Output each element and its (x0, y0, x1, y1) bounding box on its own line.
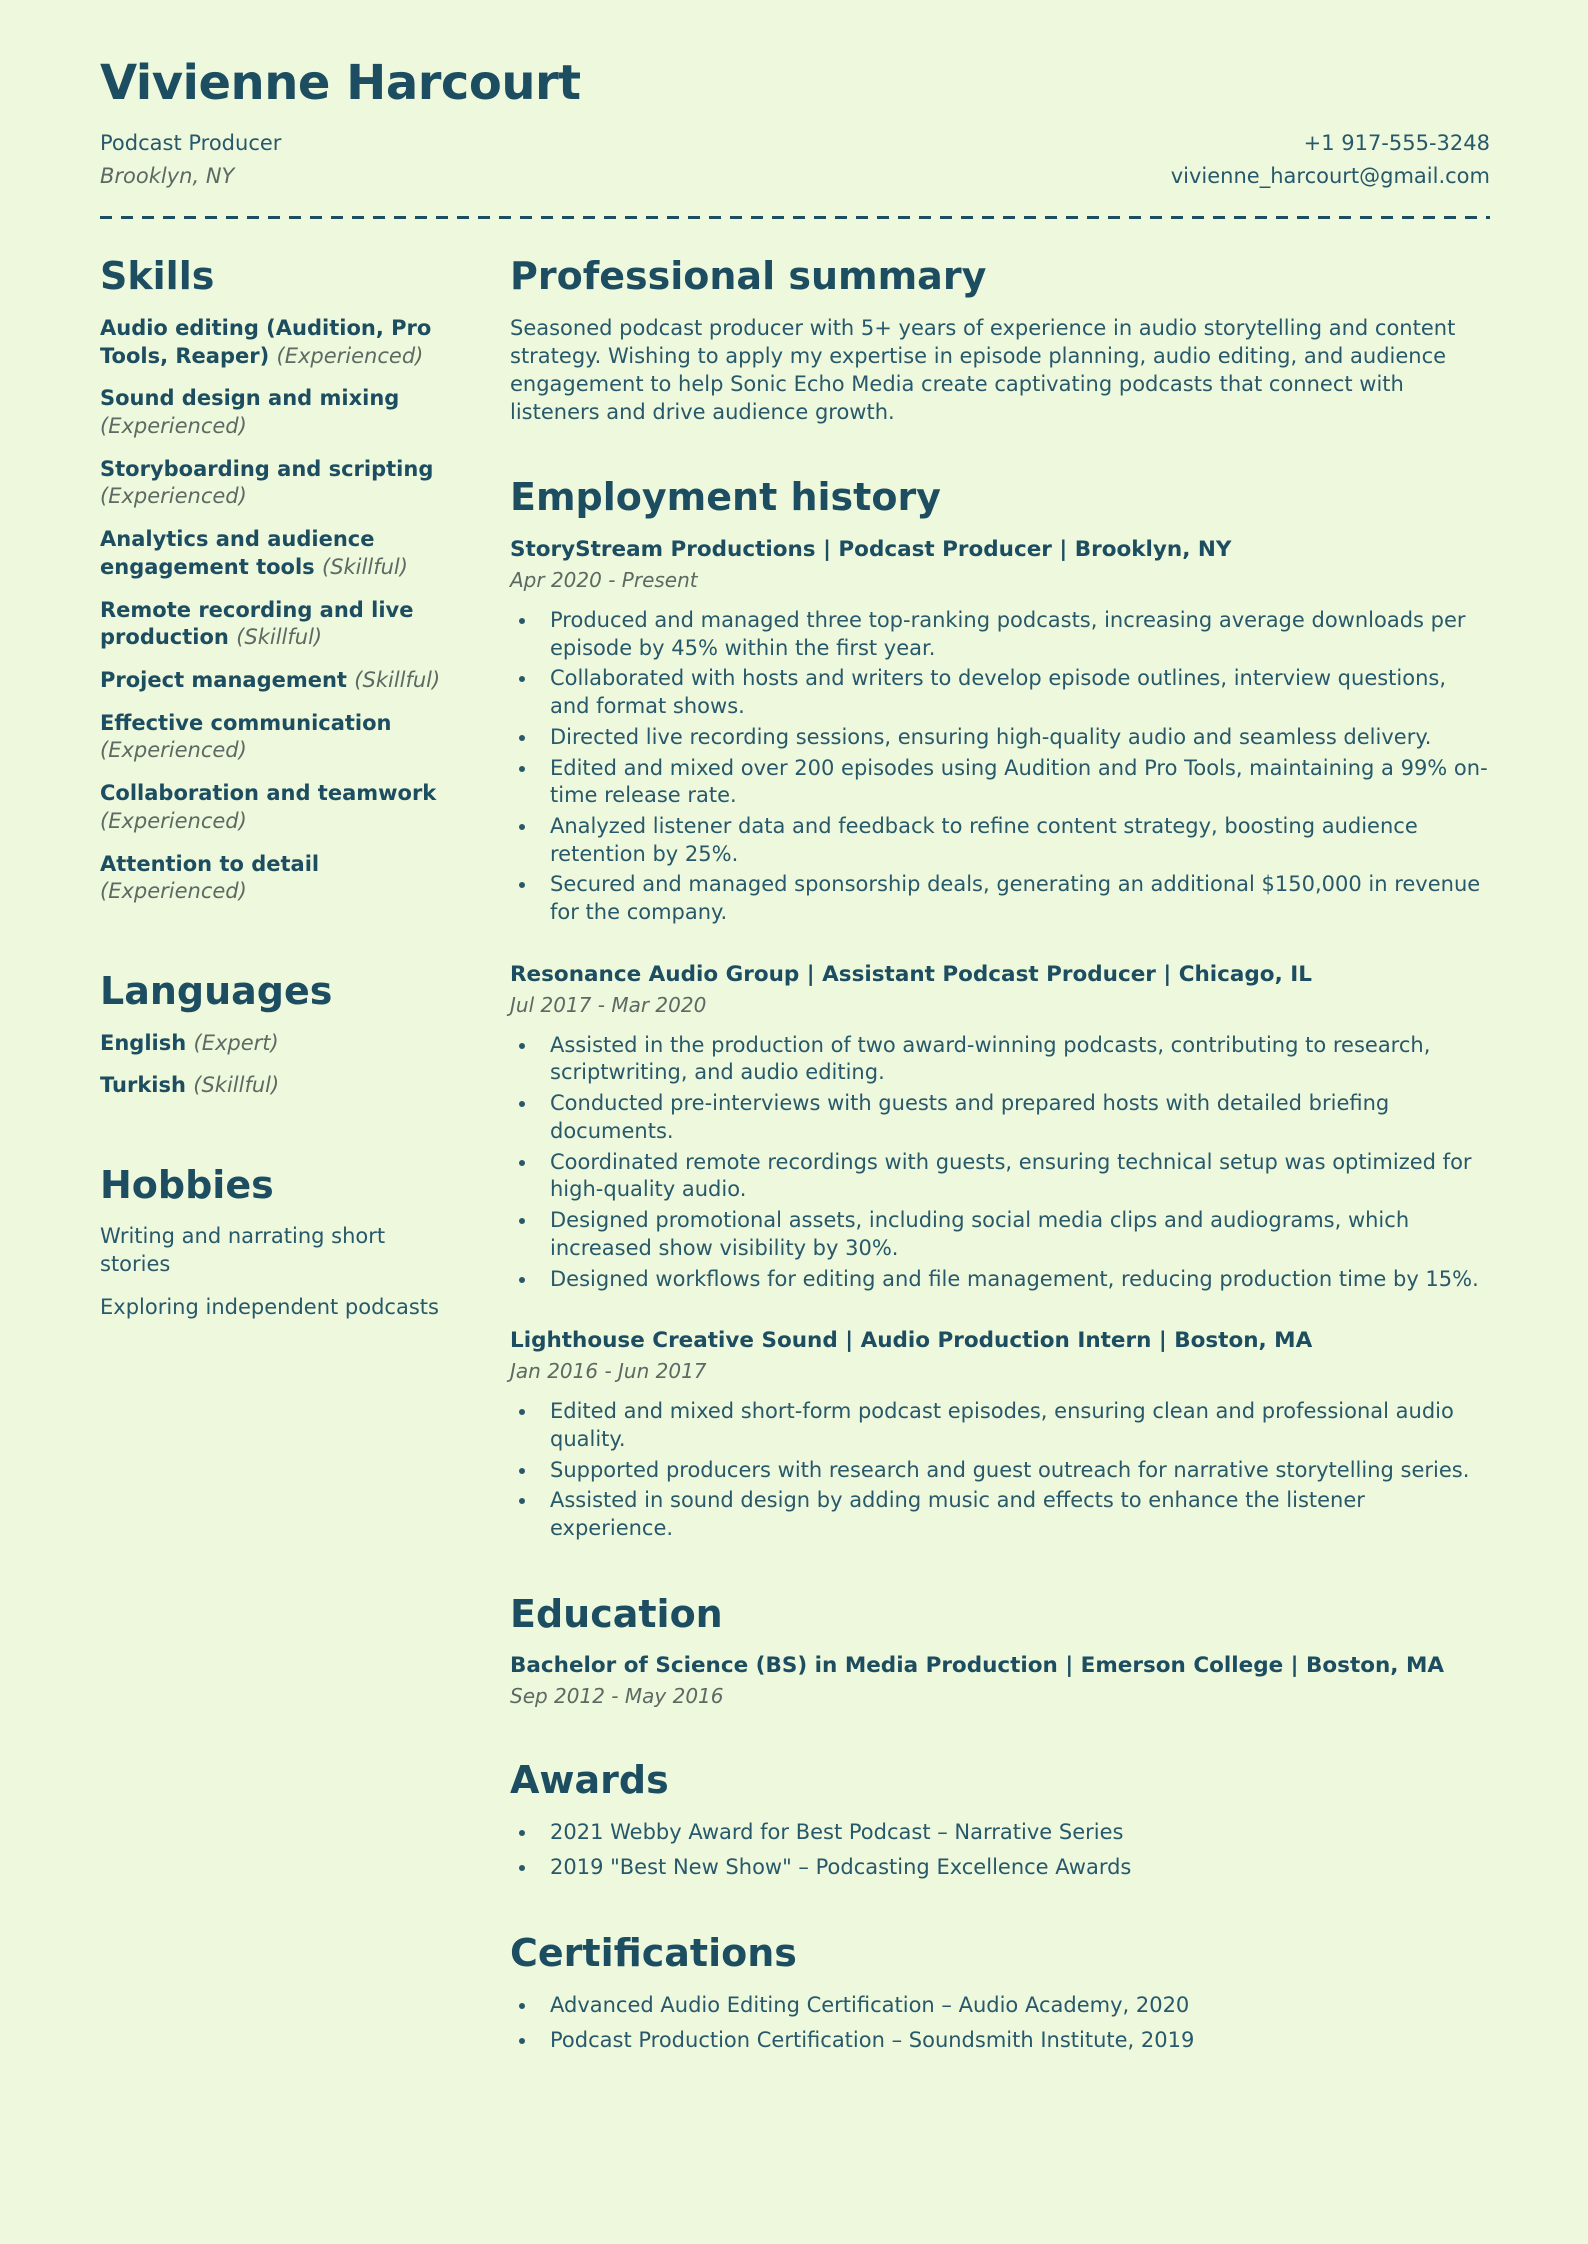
person-job-title: Podcast Producer (100, 131, 282, 156)
education-item (510, 1652, 1490, 1709)
skills-heading: Skills (100, 254, 215, 299)
certification-item: • Advanced Audio Editing Certification – Audio Academy, 2020 (538, 1992, 1490, 2020)
language-level: (Skillful) (193, 1073, 280, 1098)
language-level: (Expert) (193, 1030, 279, 1055)
skills-list (100, 315, 448, 906)
skill-item (100, 710, 448, 765)
skill-item (100, 385, 448, 440)
job-dates: Jul 2017 - Mar 2020 (510, 992, 707, 1017)
skill-item (100, 315, 448, 370)
languages-list (100, 1030, 448, 1100)
job-item (510, 961, 1490, 1293)
skill-name: Project management (100, 667, 347, 692)
skill-item (100, 667, 448, 695)
skill-level: (Skillful) (236, 625, 323, 650)
skill-name: Storyboarding and scripting (100, 456, 434, 481)
person-name: Vivienne Harcourt (100, 55, 581, 111)
job-item (510, 1327, 1490, 1543)
summary-heading: Professional summary (510, 254, 987, 299)
languages-heading: Languages (100, 969, 333, 1013)
skill-level: (Experienced) (100, 738, 247, 763)
awards-list (510, 1819, 1490, 1882)
job-bullet: • Edited and mixed short-form podcast episodes, ensuring clean and professional audio quality. (538, 1398, 1490, 1453)
employment-heading: Employment history (510, 475, 941, 520)
skill-level: (Experienced) (100, 413, 247, 438)
skill-item (100, 456, 448, 511)
jobs-list (510, 536, 1490, 1543)
job-bullets (510, 607, 1490, 927)
skill-level: (Experienced) (276, 343, 424, 368)
skill-level: (Skillful) (354, 667, 441, 692)
main-column (510, 253, 1490, 2063)
skill-level: (Experienced) (100, 484, 247, 509)
award-item: • 2019 "Best New Show" – Podcasting Excellence Awards (538, 1854, 1490, 1882)
job-dates: Apr 2020 - Present (510, 567, 698, 592)
job-title-line: Lighthouse Creative Sound | Audio Production Intern | Boston, MA (510, 1328, 1313, 1354)
education-title-line: Bachelor of Science (BS) in Media Production | Emerson College | Boston, MA (510, 1653, 1444, 1679)
header-contact-row (100, 127, 1490, 192)
awards-heading: Awards (510, 1758, 669, 1803)
job-bullet: • Coordinated remote recordings with guests, ensuring technical setup was optimized for high-quality audio. (538, 1149, 1490, 1204)
hobbies-heading: Hobbies (100, 1162, 274, 1207)
hobby-item: Writing and narrating short stories (100, 1224, 386, 1277)
job-bullet: • Collaborated with hosts and writers to develop episode outlines, interview questions, and format shows. (538, 665, 1490, 720)
job-bullets (510, 1398, 1490, 1543)
language-name: English (100, 1030, 187, 1055)
job-bullet: • Designed workflows for editing and file management, reducing production time by 15%. (538, 1266, 1490, 1294)
skill-name: Effective communication (100, 710, 392, 735)
skill-level: (Experienced) (100, 879, 247, 904)
header (100, 56, 1490, 219)
email-address: vivienne_harcourt@gmail.com (1170, 163, 1490, 188)
job-bullet: • Secured and managed sponsorship deals, generating an additional $150,000 in revenue for the company. (538, 871, 1490, 926)
job-title-line: StoryStream Productions | Podcast Producer | Brooklyn, NY (510, 536, 1232, 562)
job-bullet: • Edited and mixed over 200 episodes using Audition and Pro Tools, maintaining a 99% on-time release rate. (538, 755, 1490, 810)
education-dates: Sep 2012 - May 2016 (510, 1684, 724, 1709)
header-divider (100, 216, 1490, 219)
job-bullet: • Analyzed listener data and feedback to refine content strategy, boosting audience retention by 25%. (538, 813, 1490, 868)
header-right (1171, 127, 1490, 192)
hobbies-list (100, 1223, 448, 1321)
skill-name: Audio editing (Audition, Pro Tools, Reaper) (100, 315, 432, 368)
job-bullet: • Designed promotional assets, including social media clips and audiograms, which increased show visibility by 30%. (538, 1207, 1490, 1262)
language-name: Turkish (100, 1073, 186, 1098)
job-item (510, 536, 1490, 927)
hobby-item: Exploring independent podcasts (100, 1294, 439, 1319)
skill-level: (Experienced) (100, 808, 247, 833)
skill-item (100, 526, 448, 581)
job-dates: Jan 2016 - Jun 2017 (510, 1359, 707, 1384)
phone-number: +1 917-555-3248 (1303, 131, 1490, 156)
job-bullets (510, 1032, 1490, 1293)
skill-level: (Skillful) (322, 554, 408, 579)
education-list (510, 1652, 1490, 1709)
header-left (100, 127, 281, 192)
skill-name: Analytics and audience engagement tools (100, 527, 375, 579)
job-bullet: • Produced and managed three top-ranking podcasts, increasing average downloads per episode by 45% within the first year. (538, 607, 1490, 662)
award-item: • 2021 Webby Award for Best Podcast – Narrative Series (538, 1819, 1490, 1847)
certification-item: • Podcast Production Certification – Soundsmith Institute, 2019 (538, 2027, 1490, 2055)
content-columns (100, 253, 1490, 2063)
certifications-heading: Certifications (510, 1931, 797, 1976)
skill-item (100, 597, 448, 652)
job-bullet: • Assisted in the production of two award-winning podcasts, contributing to research, scriptwriting, and audio editing. (538, 1032, 1490, 1087)
language-item (100, 1030, 448, 1058)
job-bullet: • Conducted pre-interviews with guests and prepared hosts with detailed briefing documents. (538, 1090, 1490, 1145)
language-item (100, 1072, 448, 1100)
skill-name: Sound design and mixing (100, 386, 400, 411)
job-bullet: • Supported producers with research and guest outreach for narrative storytelling series. (538, 1457, 1490, 1485)
job-bullet: • Directed live recording sessions, ensuring high-quality audio and seamless delivery. (538, 724, 1490, 752)
certifications-list (510, 1992, 1490, 2055)
skill-item (100, 851, 448, 906)
skill-name: Attention to detail (100, 851, 320, 876)
skill-item (100, 780, 448, 835)
education-heading: Education (510, 1591, 723, 1636)
skill-name: Collaboration and teamwork (100, 781, 437, 806)
skill-name: Remote recording and live production (100, 597, 414, 650)
job-bullet: • Assisted in sound design by adding music and effects to enhance the listener experience. (538, 1487, 1490, 1542)
job-title-line: Resonance Audio Group | Assistant Podcast Producer | Chicago, IL (510, 961, 1312, 987)
person-location: Brooklyn, NY (100, 163, 235, 188)
summary-text: Seasoned podcast producer with 5+ years of experience in audio storytelling and content strategy. Wishing to apply my expertise in episode planning, audio editing, and audience engagement to help Sonic Echo Media create captivating podcasts that connect with listeners and drive audience growth. (510, 315, 1456, 424)
sidebar (100, 253, 448, 2063)
